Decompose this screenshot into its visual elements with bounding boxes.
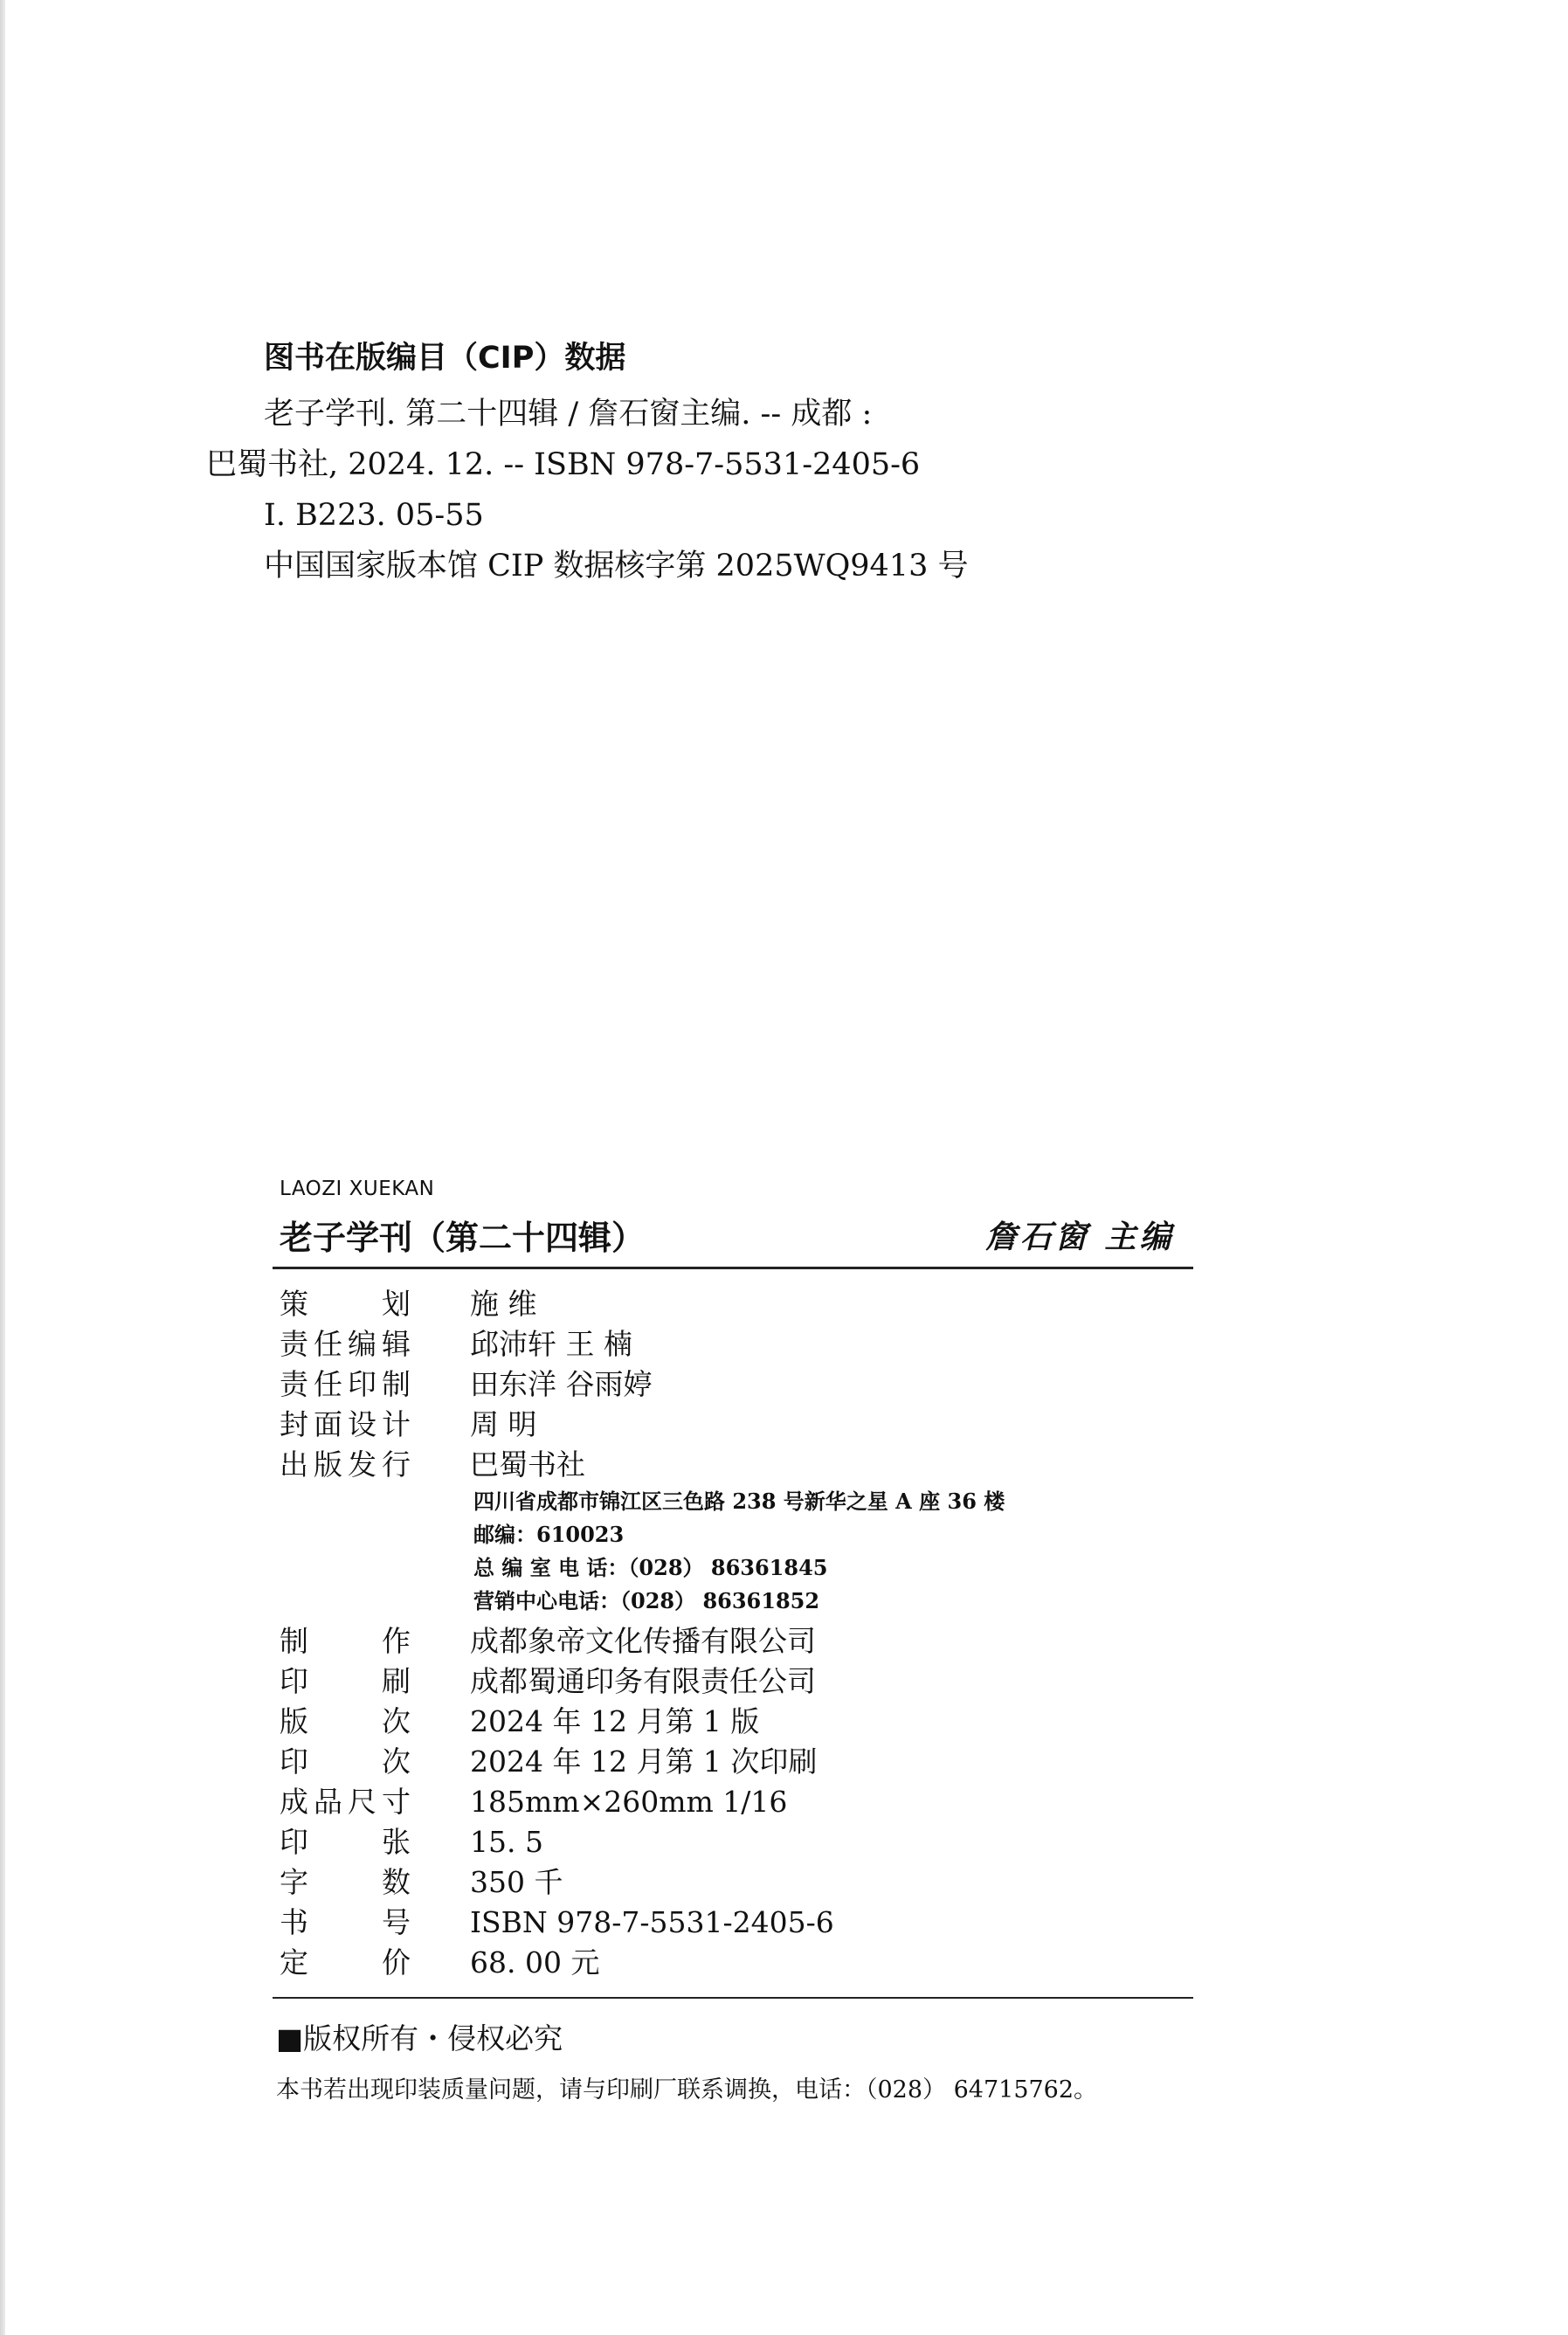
row-production — [5, 1621, 1568, 1661]
title-pinyin: LAOZI XUEKAN — [280, 1178, 435, 1200]
row-label: 定价 — [280, 1945, 411, 1979]
cip-line-2: 巴蜀书社, 2024. 12. -- ISBN 978-7-5531-2405-6 — [206, 447, 921, 482]
row-label: 出版发行 — [280, 1447, 411, 1482]
row-cover-design — [5, 1405, 1568, 1445]
row-edition — [5, 1702, 1568, 1742]
row-value: 68. 00 元 — [470, 1945, 600, 1979]
row-value: 185mm×260mm 1/16 — [470, 1785, 788, 1819]
row-value: 周 明 — [470, 1407, 537, 1441]
publisher-address: 四川省成都市锦江区三色路 238 号新华之星 A 座 36 楼 — [473, 1489, 1005, 1514]
row-value: 2024 年 12 月第 1 版 — [470, 1704, 760, 1738]
row-isbn — [5, 1903, 1568, 1943]
cip-line-4: 中国国家版本馆 CIP 数据核字第 2025WQ9413 号 — [264, 549, 969, 584]
row-label: 制作 — [280, 1624, 411, 1658]
row-value: 成都蜀通印务有限责任公司 — [470, 1664, 816, 1698]
copyright-page — [5, 0, 1568, 2335]
cip-line-3: Ⅰ. B223. 05-55 — [264, 498, 484, 533]
row-price — [5, 1943, 1568, 1983]
row-label: 成品尺寸 — [280, 1785, 411, 1819]
row-printing — [5, 1742, 1568, 1782]
row-value: 350 千 — [470, 1865, 563, 1899]
row-label: 封面设计 — [280, 1407, 411, 1441]
row-value: 成都象帝文化传播有限公司 — [470, 1624, 816, 1658]
row-label: 责任编辑 — [280, 1327, 411, 1361]
row-value: 15. 5 — [470, 1825, 543, 1859]
row-value: 巴蜀书社 — [470, 1447, 585, 1482]
row-label: 版次 — [280, 1704, 411, 1738]
marketing-phone: 营销中心电话：（028） 86361852 — [473, 1588, 820, 1613]
book-title: 老子学刊（第二十四辑） — [280, 1219, 646, 1257]
row-label: 策划 — [280, 1287, 411, 1321]
row-label: 印刷 — [280, 1664, 411, 1698]
row-label: 字数 — [280, 1865, 411, 1899]
chief-editor: 詹石窗 主编 — [985, 1219, 1175, 1255]
bottom-divider — [273, 1997, 1193, 1999]
row-value: 2024 年 12 月第 1 次印刷 — [470, 1744, 818, 1779]
copyright-notice: ■版权所有・侵权必究 — [276, 2021, 563, 2055]
row-responsible-editor — [5, 1324, 1568, 1364]
row-value: 施 维 — [470, 1287, 537, 1321]
cip-line-1: 老子学刊. 第二十四辑 / 詹石窗主编. -- 成都 : — [264, 397, 873, 432]
row-label: 印张 — [280, 1825, 411, 1859]
row-planner — [5, 1284, 1568, 1324]
quality-notice: 本书若出现印装质量问题，请与印刷厂联系调换，电话：（028） 64715762。 — [276, 2076, 1098, 2104]
row-value: ISBN 978-7-5531-2405-6 — [470, 1905, 834, 1939]
row-trim-size — [5, 1782, 1568, 1822]
row-label: 书号 — [280, 1905, 411, 1939]
row-label: 责任印制 — [280, 1367, 411, 1401]
editorial-phone: 总 编 室 电 话：（028） 86361845 — [473, 1555, 828, 1580]
row-value: 田东洋 谷雨婷 — [470, 1367, 653, 1401]
row-publisher — [5, 1445, 1568, 1485]
row-printed-sheets — [5, 1822, 1568, 1862]
row-label: 印次 — [280, 1744, 411, 1779]
row-word-count — [5, 1862, 1568, 1903]
row-responsible-printing — [5, 1364, 1568, 1405]
row-value: 邱沛轩 王 楠 — [470, 1327, 632, 1361]
row-printer — [5, 1661, 1568, 1702]
publisher-postcode: 邮编：610023 — [473, 1522, 625, 1547]
cip-title: 图书在版编目（CIP）数据 — [264, 341, 626, 376]
top-divider — [273, 1267, 1193, 1269]
